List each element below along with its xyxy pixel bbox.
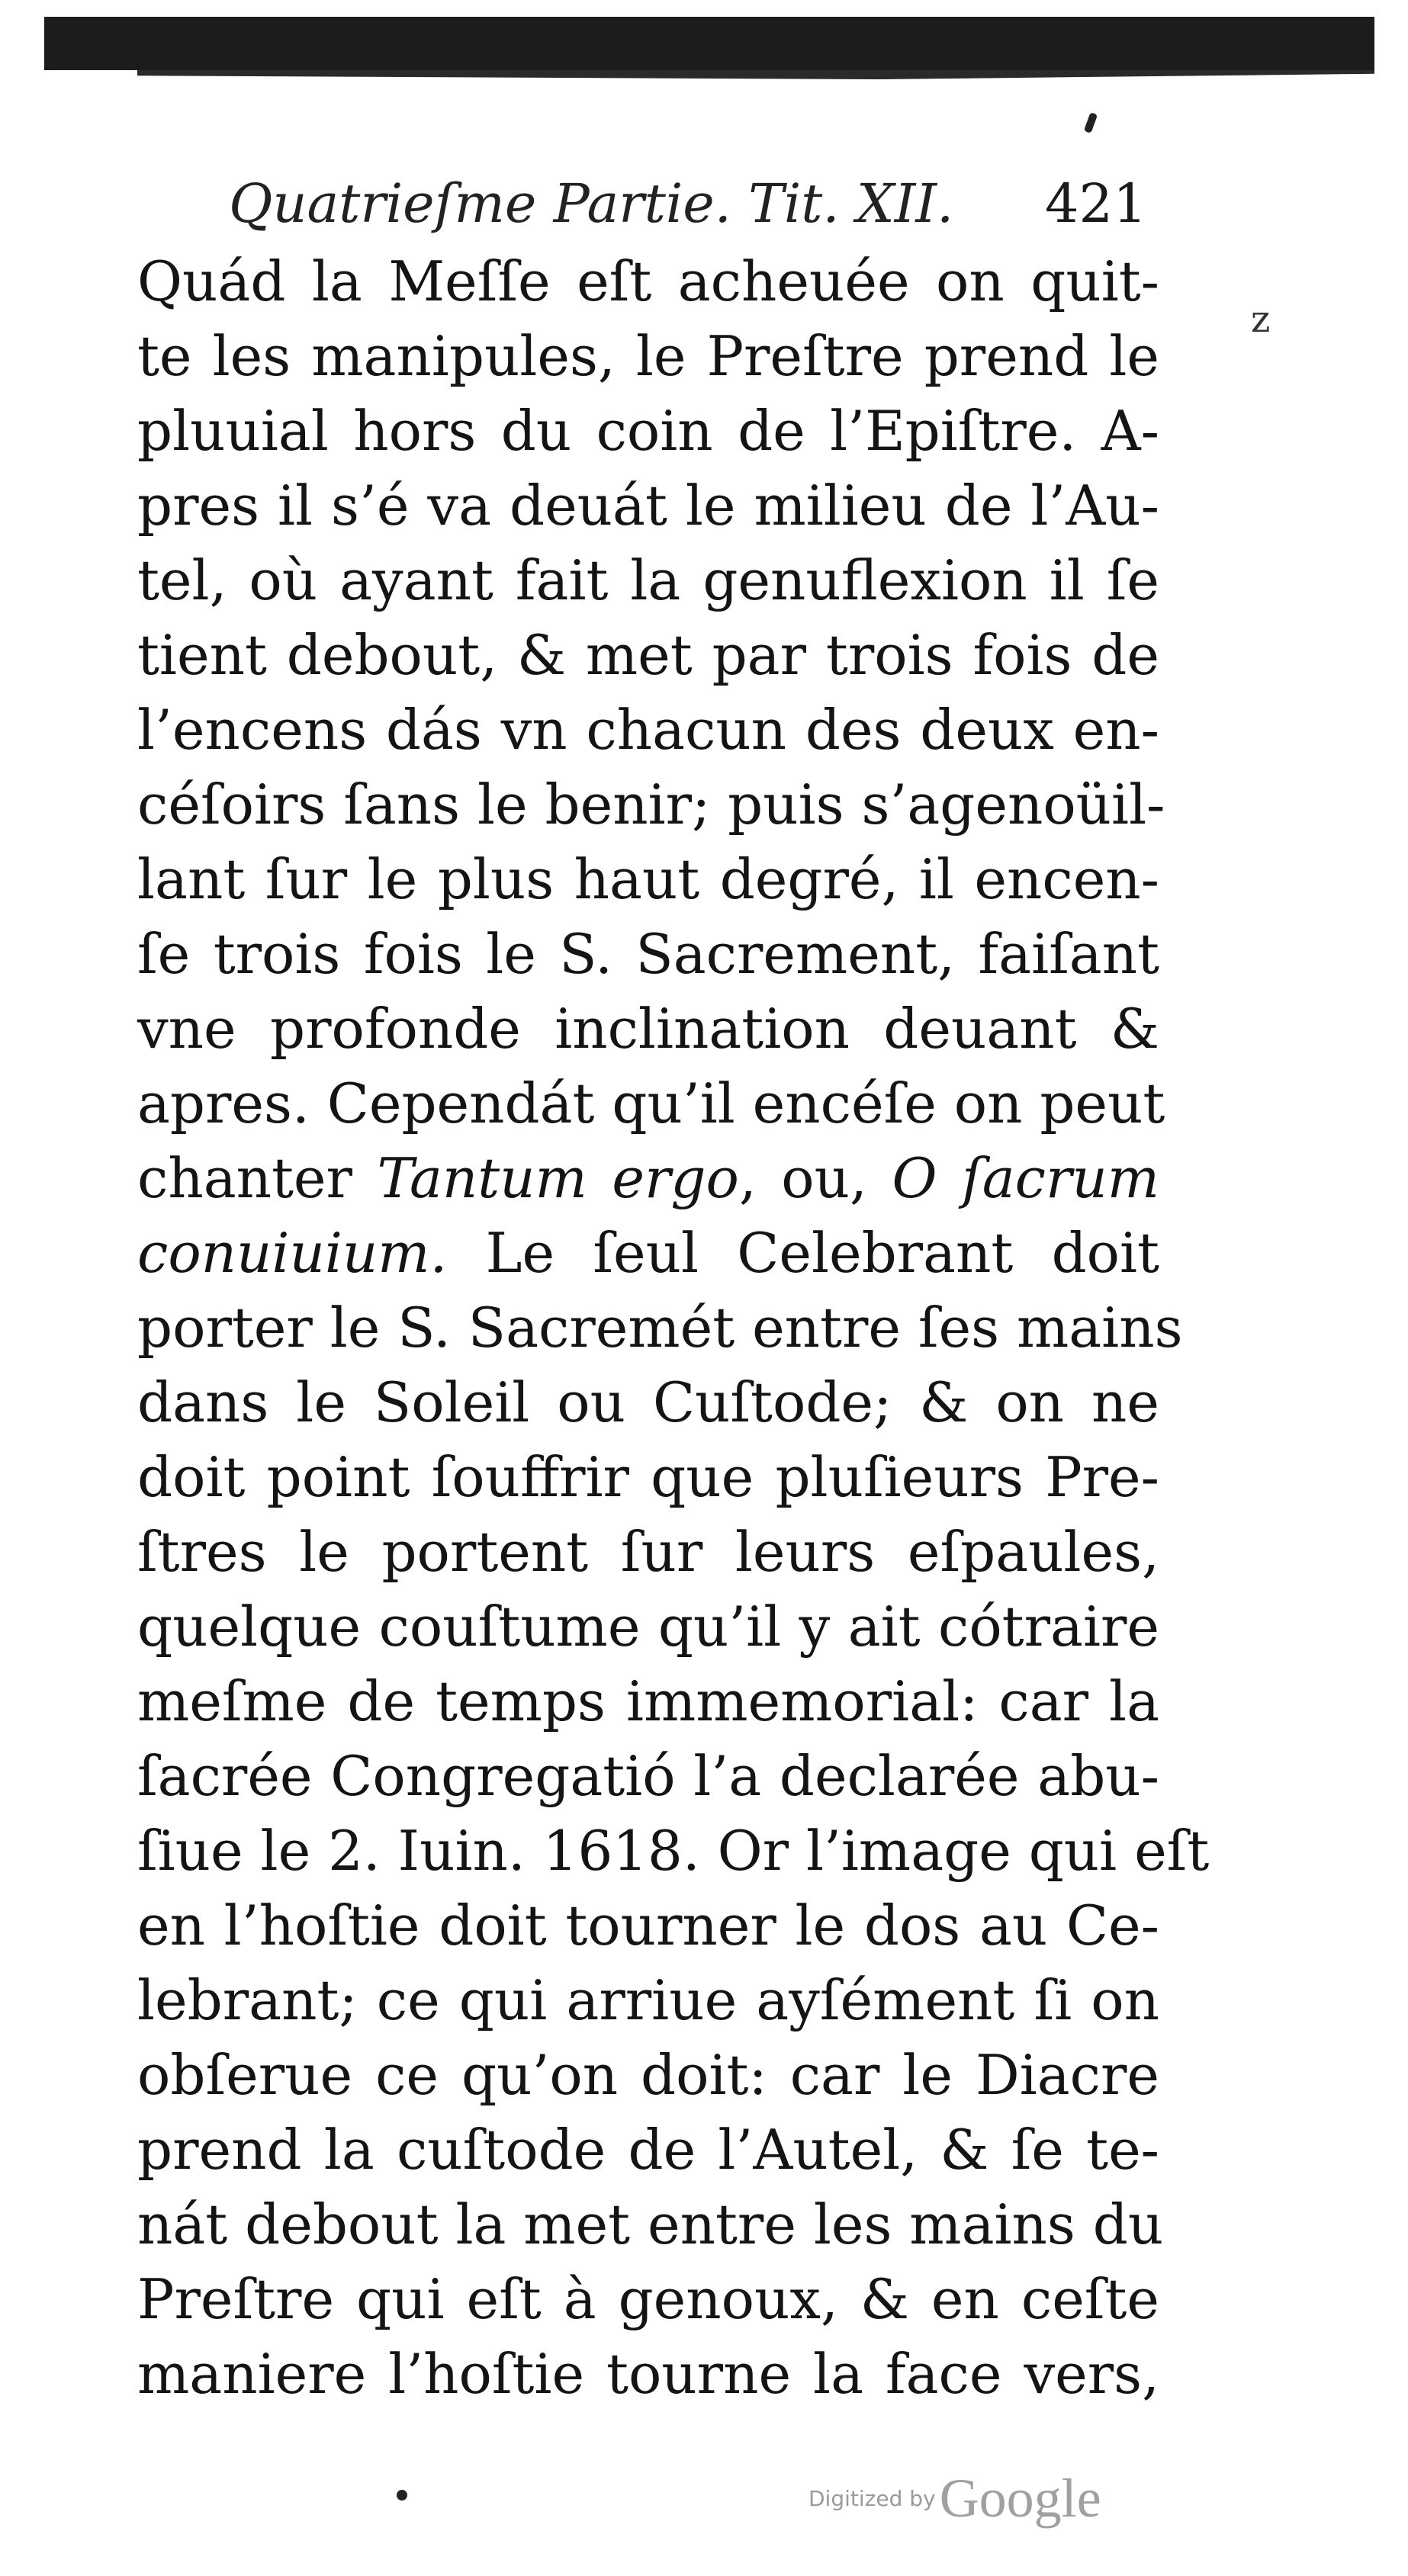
italic-phrase: Tantum ergo [377, 1146, 739, 1210]
text-line: céſoirs ſans le benir; puis s’agenoüil- [137, 772, 1165, 837]
text-line: pres il s’é va deuát le milieu de l’Au- [137, 474, 1159, 538]
text-line: dans le Soleil ou Cuſtode; & on ne [137, 1370, 1159, 1434]
text-line [137, 1216, 1159, 1290]
body-text [137, 244, 1210, 2411]
page-number: 421 [1045, 172, 1147, 235]
italic-phrase: conuiuium. [137, 1221, 448, 1285]
text-segment: , ou, [738, 1146, 892, 1210]
text-line: quelque couſtume qu’il y ait cótraire [137, 1595, 1159, 1659]
google-logo: Google [939, 2468, 1101, 2529]
text-line [137, 1141, 1159, 1216]
text-segment: chanter [137, 1146, 378, 1210]
margin-note: z [1251, 298, 1271, 341]
text-line: tient debout, & met par trois fois de [137, 623, 1159, 687]
text-line: ſacrée Congregatió l’a declarée abu- [137, 1744, 1159, 1808]
text-line: pluuial hors du coin de l’Epiſtre. A- [137, 399, 1159, 463]
text-segment: Le ſeul Celebrant doit [447, 1221, 1159, 1285]
text-line: ſtres le portent ſur leurs eſpaules, [137, 1520, 1159, 1584]
text-line: nát debout la met entre les mains du [137, 2192, 1164, 2256]
text-line: meſme de temps immemorial: car la [137, 1669, 1159, 1733]
text-line: apres. Cependát qu’il encéſe on peut [137, 1071, 1165, 1135]
scan-top-edge-shadow [137, 70, 1374, 79]
digitized-watermark [808, 2467, 1114, 2528]
text-line: obſerue ce qu’on doit: car le Diacre [137, 2043, 1159, 2107]
text-line: te les manipules, le Preſtre prend le [137, 324, 1159, 388]
text-line: tel, où ayant fait la genuflexion il ſe [137, 548, 1159, 612]
running-head: Quatrieſme Partie. Tit. XII. [229, 172, 954, 235]
text-line: ſiue le 2. Iuin. 1618. Or l’image qui eſt [137, 1819, 1210, 1883]
text-line: en l’hoſtie doit tourner le dos au Ce- [137, 1893, 1159, 1958]
text-line: Quád la Meſſe eſt acheuée on quit- [137, 249, 1159, 313]
text-line: l’encens dás vn chacun des deux en- [137, 698, 1159, 762]
text-line: doit point ſouffrir que pluſieurs Pre- [137, 1445, 1159, 1509]
text-line: vne profonde inclination deuant & [137, 997, 1159, 1061]
scan-top-edge [44, 17, 1374, 70]
ink-speck [1084, 112, 1098, 133]
text-line: Preſtre qui eſt à genoux, & en ceſte [137, 2267, 1159, 2331]
italic-phrase: O ſacrum [892, 1146, 1160, 1210]
text-line: porter le S. Sacremét entre ſes mains [137, 1296, 1183, 1360]
text-line: lant ſur le plus haut degré, il encen- [137, 847, 1159, 911]
text-line: lebrant; ce qui arriue ayſément ſi on [137, 1968, 1159, 2032]
text-line: maniere l’hoſtie tourne la face vers, [137, 2342, 1159, 2406]
text-line: ſe trois fois le S. Sacrement, faiſant [137, 922, 1159, 986]
text-line: prend la cuſtode de l’Autel, & ſe te- [137, 2118, 1159, 2182]
ink-speck [397, 2490, 407, 2501]
digitized-label: Digitized by [808, 2486, 936, 2511]
